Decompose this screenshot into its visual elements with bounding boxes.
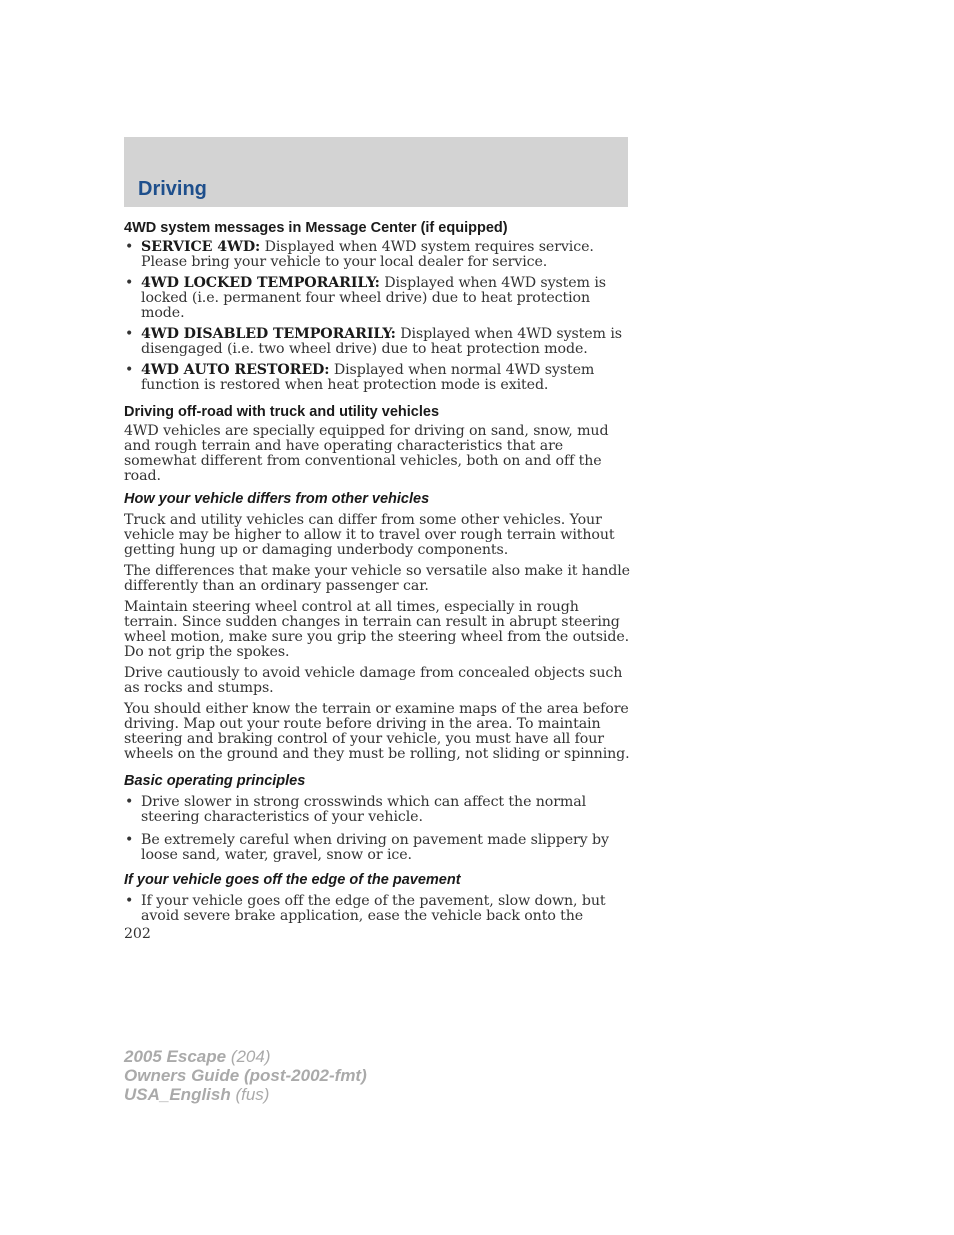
list-item <box>124 894 630 924</box>
footer-model-code: (204) <box>226 1047 271 1066</box>
message-text: Displayed when 4WD system is locked (i.e. permanent four wheel drive) due to heat protection mode. <box>141 275 606 321</box>
paragraph: Maintain steering wheel control at all times, especially in rough terrain. Since sudden changes in terrain can result in abrupt steering wheel motion, make sure you grip the steering wheel from the outside. Do not grip the spokes. <box>124 599 630 660</box>
footer-line-guide <box>124 1066 367 1085</box>
principles-list <box>124 795 630 863</box>
page-content <box>124 219 630 930</box>
footer-model: 2005 Escape <box>124 1047 227 1066</box>
bullet-icon: • <box>125 832 134 848</box>
list-item-text: If your vehicle goes off the edge of the pavement, slow down, but avoid severe brake application, ease the vehicle back onto the <box>141 893 606 924</box>
list-item <box>124 276 630 321</box>
bullet-icon: • <box>125 326 134 342</box>
messages-list <box>124 240 630 393</box>
pavement-list <box>124 894 630 924</box>
section-title: Driving <box>138 178 207 200</box>
message-text: Displayed when 4WD system requires service. Please bring your vehicle to your local dealer for service. <box>141 239 594 270</box>
message-label: 4WD AUTO RESTORED: <box>141 362 330 378</box>
bullet-icon: • <box>125 893 134 909</box>
list-item <box>124 833 630 863</box>
list-item <box>124 327 630 357</box>
paragraph: Drive cautiously to avoid vehicle damage from concealed objects such as rocks and stumps. <box>124 665 623 696</box>
bullet-icon: • <box>125 794 134 810</box>
paragraph: Truck and utility vehicles can differ from some other vehicles. Your vehicle may be higher to allow it to travel over rough terrain without getting hung up or damaging underbody components. <box>124 512 615 558</box>
message-text: Displayed when normal 4WD system function is restored when heat protection mode is exited. <box>141 362 595 393</box>
footer-line-model <box>124 1047 367 1066</box>
heading-offroad: Driving off-road with truck and utility vehicles <box>124 404 440 420</box>
paragraph: You should either know the terrain or examine maps of the area before driving. Map out your route before driving in the area. To maintain steering and braking control of your vehicle, you must have all four wheels on the ground and they must be rolling, not sliding or spinning. <box>124 701 630 762</box>
footer-language: USA_English <box>124 1085 231 1104</box>
message-text: Displayed when 4WD system is disengaged (i.e. two wheel drive) due to heat protection mode. <box>141 326 622 357</box>
list-item-text: Drive slower in strong crosswinds which can affect the normal steering characteristics of your vehicle. <box>141 794 587 825</box>
bullet-icon: • <box>125 362 134 378</box>
bullet-icon: • <box>125 239 134 255</box>
list-item <box>124 363 630 393</box>
message-label: 4WD DISABLED TEMPORARILY: <box>141 326 396 342</box>
message-label: SERVICE 4WD: <box>141 239 261 255</box>
list-item <box>124 795 630 825</box>
footer-line-language <box>124 1085 367 1104</box>
document-footer <box>124 1047 367 1104</box>
paragraph: The differences that make your vehicle so versatile also make it handle differently than an ordinary passenger car. <box>124 563 630 594</box>
footer-language-code: (fus) <box>230 1085 270 1104</box>
heading-off-pavement: If your vehicle goes off the edge of the pavement <box>124 872 461 888</box>
list-item-text: Be extremely careful when driving on pavement made slippery by loose sand, water, gravel, snow or ice. <box>141 832 609 863</box>
heading-basic-principles: Basic operating principles <box>124 773 306 789</box>
page-number: 202 <box>124 926 151 942</box>
heading-vehicle-differs: How your vehicle differs from other vehicles <box>124 491 430 507</box>
list-item <box>124 240 630 270</box>
footer-guide: Owners Guide (post-2002-fmt) <box>124 1066 367 1085</box>
paragraph: 4WD vehicles are specially equipped for driving on sand, snow, mud and rough terrain and have operating characteristics that are somewhat different from conventional vehicles, both on and off the road. <box>124 423 609 484</box>
section-header-band <box>124 137 628 207</box>
message-label: 4WD LOCKED TEMPORARILY: <box>141 275 380 291</box>
bullet-icon: • <box>125 275 134 291</box>
heading-4wd-messages: 4WD system messages in Message Center (if equipped) <box>124 220 508 236</box>
